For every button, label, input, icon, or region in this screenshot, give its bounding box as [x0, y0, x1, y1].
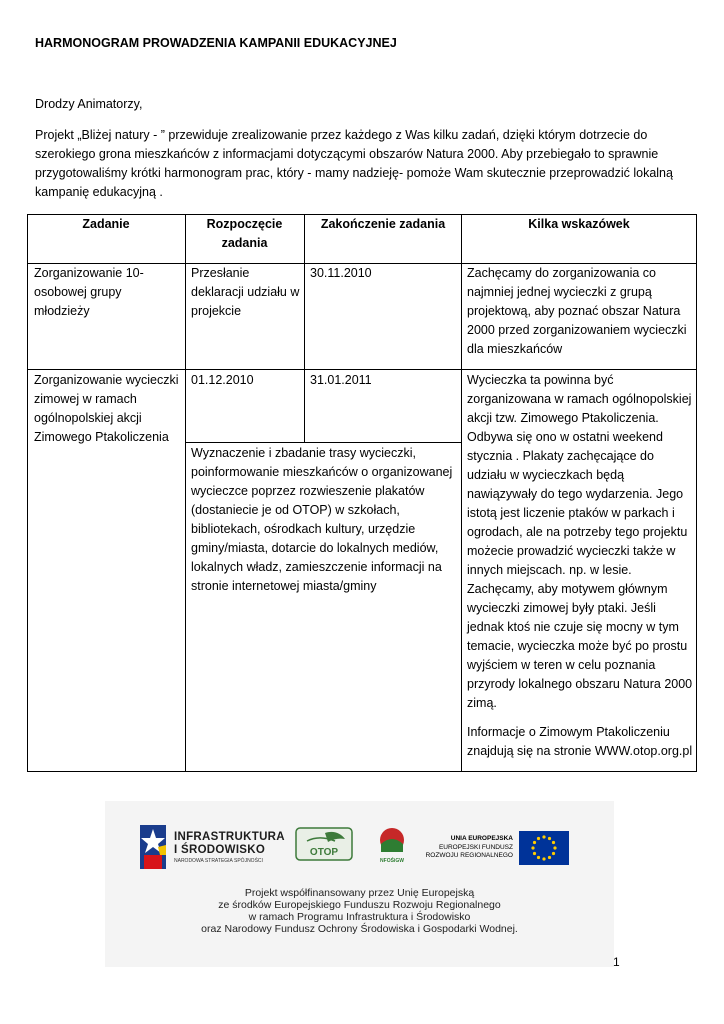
schedule-table — [27, 214, 697, 772]
nfosigw-logo — [377, 827, 407, 865]
logo-strip — [105, 821, 614, 871]
funding-statement — [105, 887, 614, 935]
row1-task: Zorganizowanie 10-osobowej grupy młodzieży — [34, 266, 144, 318]
funding-line-1: Projekt współfinansowany przez Unię Europejską — [244, 887, 475, 899]
page-number: 1 — [613, 955, 620, 969]
otop-logo-text: OTOP — [309, 847, 339, 858]
table-border-bottom — [27, 771, 697, 772]
funding-line-4: oraz Narodowy Fundusz Ochrony Środowiska i Gospodarki Wodnej. — [201, 923, 518, 935]
row1-end: 30.11.2010 — [310, 266, 372, 280]
table-col-divider-3 — [461, 214, 462, 772]
header-start: Rozpoczęcie zadania — [206, 217, 283, 250]
infrastruktura-mark-icon — [140, 825, 166, 869]
infrastruktura-logo — [140, 825, 285, 869]
table-col-divider-2 — [304, 214, 305, 443]
eu-logo-line2: EUROPEJSKI FUNDUSZ — [438, 844, 513, 851]
table-border-left — [27, 214, 28, 772]
row2-start: 01.12.2010 — [191, 373, 254, 387]
funding-line-3: w ramach Programu Infrastruktura i Środowisko — [248, 911, 471, 923]
infrastruktura-line2: I ŚRODOWISKO — [174, 844, 266, 856]
row1-start: Przesłanie deklaracji udziału w projekcie — [191, 266, 300, 318]
row2-tips-info: Informacje o Zimowym Ptakoliczeniu znajdują się na stronie WWW.otop.org.pl — [467, 725, 693, 758]
greeting: Drodzy Animatorzy, — [35, 97, 143, 111]
table-border-right — [696, 214, 697, 772]
otop-logo — [295, 827, 353, 861]
header-task: Zadanie — [82, 217, 130, 231]
header-tips: Kilka wskazówek — [528, 217, 630, 231]
eu-flag-icon — [519, 831, 569, 865]
eu-logo-line3: ROZWOJU REGIONALNEGO — [425, 852, 513, 859]
header-end: Zakończenie zadania — [320, 217, 446, 231]
intro-paragraph: Projekt „Bliżej natury - ” przewiduje zrealizowanie przez każdego z Was kilku zadań, dzięki którym dotrzecie do szerokiego grona mieszkańców z informacjami dotyczącymi obszarów Natura 2000. Aby przebiegało to sprawnie przygotowaliśmy krótki harmonogram prac, który - mamy nadzieję- pomoże Wam skutecznie przeprowadzić lokalną kampanię edukacyjną . — [35, 128, 673, 199]
funding-line-2: ze środków Europejskiego Funduszu Rozwoju Regionalnego — [218, 899, 501, 911]
eu-logo-line2-wrap — [426, 844, 513, 860]
eu-logo-line1: UNIA EUROPEJSKA — [450, 835, 513, 842]
table-col-divider-1 — [185, 214, 186, 772]
document-title: HARMONOGRAM PROWADZENIA KAMPANII EDUKACYJNEJ — [35, 36, 397, 50]
eu-logo — [423, 831, 573, 871]
row2-task: Zorganizowanie wycieczki zimowej w ramach ogólnopolskiej akcji Zimowego Ptakoliczenia — [34, 373, 179, 444]
row1-tips: Zachęcamy do zorganizowania co najmniej jednej wycieczki z grupą projektową, aby poznać obszar Natura 2000 przed zorganizowaniem wycieczki dla mieszkańców — [467, 266, 687, 356]
infrastruktura-line1: INFRASTRUKTURA — [174, 831, 285, 843]
infrastruktura-line3: NARODOWA STRATEGIA SPÓJNOŚCI — [174, 858, 263, 864]
row2-subtask: Wyznaczenie i zbadanie trasy wycieczki, poinformowanie mieszkańców o organizowanej wycieczce poprzez rozwieszenie plakatów (dostaniecie je od OTOP) w szkołach, bibliotekach, ośrodkach kultury, urzędzie gminy/miasta, dotarcie do lokalnych mediów, lokalnych władz, zamieszczenie informacji na stronie internetowej miasta/gminy — [191, 446, 453, 593]
row2-end: 31.01.2011 — [310, 373, 372, 387]
row2-tips: Wycieczka ta powinna być zorganizowana w ramach ogólnopolskiej akcji tzw. Zimowego Ptakoliczenia. Odbywa się ono w ostatni weekend stycznia . Plakaty zachęcające do udziału w wycieczkach będą nawiązywały do tego wydarzenia. Jego istotą jest liczenie ptaków w parkach i ogrodach, ale na potrzeby tego projektu możecie prowadzić wycieczki także w innych miejscach. np. w lesie. Zachęcamy, aby motywem głównym wycieczki zimowej były ptaki. Jeśli jednak ktoś nie czuje się mocny w tym temacie, wycieczka może być po prostu wyjściem w teren w celu poznania przyrody lokalnego obszaru Natura 2000 zimą. — [467, 373, 693, 710]
nfosigw-logo-text: NFOŚiGW — [380, 858, 404, 864]
funding-footer — [105, 801, 614, 967]
table-row-divider — [27, 369, 697, 370]
table-subrow-divider — [185, 442, 461, 443]
row2-tips-cell — [467, 371, 693, 761]
